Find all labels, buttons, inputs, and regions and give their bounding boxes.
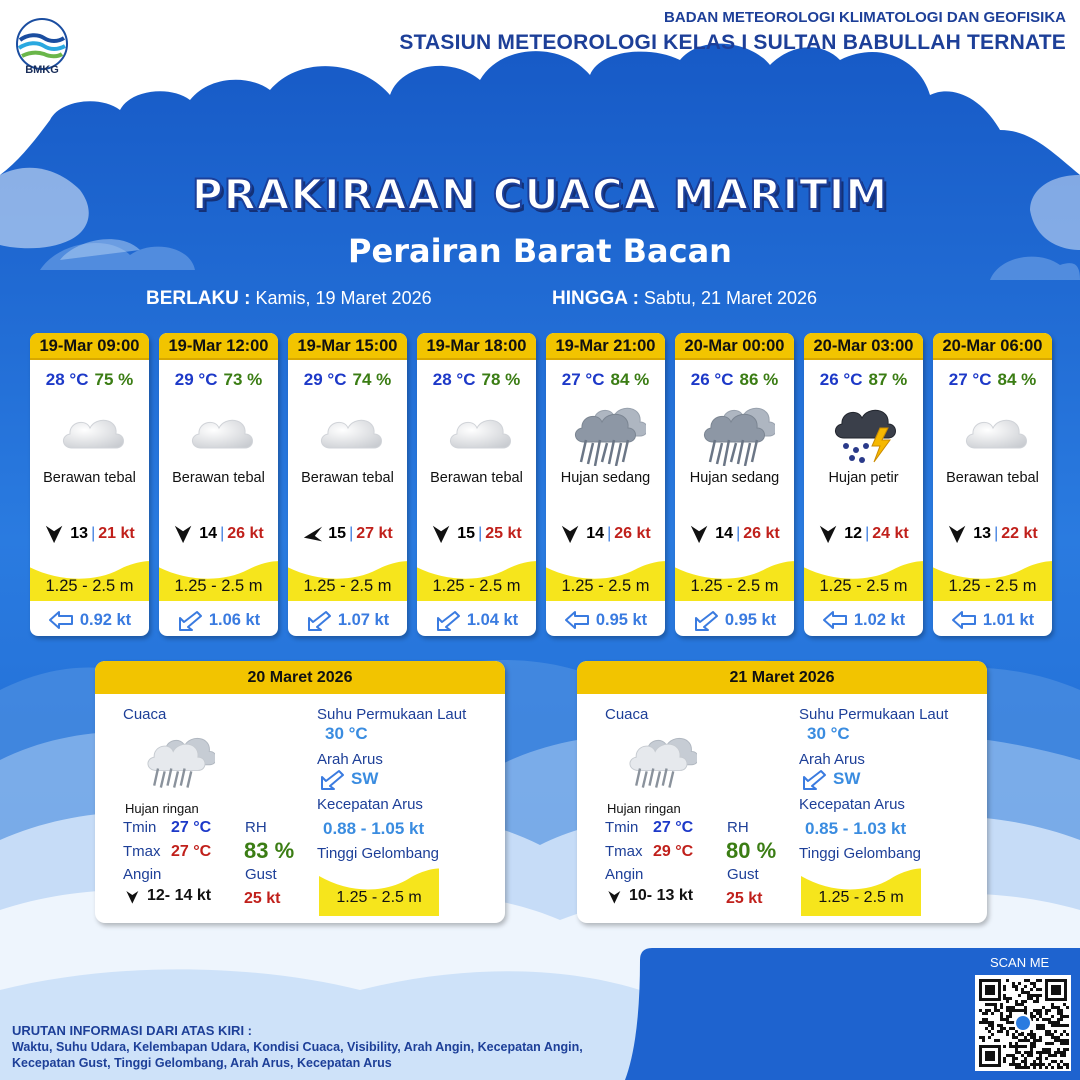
rain-cloud-icon [566, 396, 646, 466]
relative-humidity: 78 % [481, 370, 521, 389]
current-info [30, 609, 149, 631]
forecast-time: 20-Mar 03:00 [804, 333, 923, 360]
daily-summary-panel [577, 661, 987, 923]
weather-condition: Berawan tebal [301, 470, 394, 486]
gust-speed: 21 kt [98, 525, 135, 542]
rh-label: RH [727, 819, 749, 836]
current-info [159, 609, 278, 631]
wind-info: 12 | 24 kt [804, 523, 923, 545]
arrow-left-icon [951, 609, 977, 631]
gust-speed: 22 kt [1001, 525, 1038, 542]
arrow-left-icon [564, 609, 590, 631]
relative-humidity: 74 % [352, 370, 392, 389]
wave-height: 1.25 - 2.5 m [690, 577, 779, 595]
current-speed: 0.92 kt [79, 610, 132, 629]
gust-speed: 26 kt [614, 525, 651, 542]
tmin-value: 27 °C [653, 819, 694, 836]
sst-value: 30 °C [325, 724, 368, 743]
arrow-down-icon [431, 523, 453, 545]
wind-speed: 13 [70, 525, 89, 542]
weather-condition: Hujan ringan [607, 801, 681, 816]
weather-condition: Hujan sedang [560, 470, 651, 486]
forecast-card [288, 333, 407, 636]
sst-value: 30 °C [807, 724, 850, 743]
arrow-down-left-icon [319, 768, 345, 790]
temp-humidity [546, 370, 665, 390]
forecast-card [30, 333, 149, 636]
panel-date: 21 Maret 2026 [577, 661, 987, 694]
weather-label: Cuaca [605, 706, 649, 723]
air-temperature: 26 °C [819, 370, 863, 389]
tmax-label: Tmax [605, 843, 643, 860]
current-speed-value: 0.88 - 1.05 kt [323, 819, 425, 838]
weather-condition: Hujan sedang [689, 470, 780, 486]
wind-info: 15 | 27 kt [288, 523, 407, 545]
relative-humidity: 84 % [997, 370, 1037, 389]
wave-height: 1.25 - 2.5 m [303, 577, 392, 595]
current-info [546, 609, 665, 631]
current-speed: 1.06 kt [208, 610, 261, 629]
current-direction-value: SW [351, 769, 379, 788]
forecast-card [546, 333, 665, 636]
wind-speed: 14 [586, 525, 605, 542]
gust-speed: 26 kt [227, 525, 264, 542]
forecast-time: 19-Mar 18:00 [417, 333, 536, 360]
arrow-down-icon [947, 523, 969, 545]
station-name: STASIUN METEOROLOGI KELAS I SULTAN BABULLAH TERNATE [399, 31, 1066, 54]
forecast-card [804, 333, 923, 636]
wave-height-label: Tinggi Gelombang [799, 845, 922, 862]
wind-speed: 15 [328, 525, 347, 542]
relative-humidity: 84 % [610, 370, 650, 389]
arrow-down-icon [44, 523, 66, 545]
scan-me-label: SCAN ME [990, 955, 1050, 970]
current-speed-label: Kecepatan Arus [317, 796, 423, 813]
current-speed-label: Kecepatan Arus [799, 796, 905, 813]
air-temperature: 28 °C [432, 370, 476, 389]
wind-info: 15 | 25 kt [417, 523, 536, 545]
qr-code[interactable] [975, 975, 1071, 1071]
arrow-down-icon [607, 889, 623, 905]
current-speed: 0.95 kt [595, 610, 648, 629]
tmax-value: 27 °C [171, 843, 212, 860]
wind-label: Angin [123, 866, 162, 883]
arrow-down-icon [560, 523, 582, 545]
daily-summary-panel [95, 661, 505, 923]
light-rain-icon [139, 725, 215, 795]
info-title: URUTAN INFORMASI DARI ATAS KIRI : [12, 1023, 252, 1038]
arrow-left-icon [302, 523, 324, 545]
wind-info: 13 | 21 kt [30, 523, 149, 545]
rh-label: RH [245, 819, 267, 836]
valid-to-value: Sabtu, 21 Maret 2026 [643, 288, 818, 308]
relative-humidity: 75 % [94, 370, 134, 389]
relative-humidity: 73 % [223, 370, 263, 389]
gust-label: Gust [727, 866, 759, 883]
current-info [417, 609, 536, 631]
tmin-label: Tmin [123, 819, 157, 836]
forecast-card [417, 333, 536, 636]
arrow-down-icon [173, 523, 195, 545]
wind-info: 14 | 26 kt [159, 523, 278, 545]
rh-value: 83 % [244, 838, 295, 863]
gust-value: 25 kt [244, 890, 281, 907]
forecast-time: 19-Mar 21:00 [546, 333, 665, 360]
weather-condition: Berawan tebal [946, 470, 1039, 486]
rh-value: 80 % [726, 838, 777, 863]
valid-from-value: Kamis, 19 Maret 2026 [255, 288, 432, 308]
wind-speed: 12 [844, 525, 863, 542]
arrow-down-icon [125, 889, 141, 905]
relative-humidity: 86 % [739, 370, 779, 389]
arrow-down-left-icon [693, 609, 719, 631]
forecast-card [675, 333, 794, 636]
gust-value: 25 kt [726, 890, 763, 907]
page-subtitle: Perairan Barat Bacan [348, 232, 732, 270]
temp-humidity [159, 370, 278, 390]
gust-label: Gust [245, 866, 277, 883]
arrow-left-icon [822, 609, 848, 631]
arrow-down-left-icon [801, 768, 827, 790]
weather-condition: Berawan tebal [172, 470, 265, 486]
temp-humidity [675, 370, 794, 390]
wind-value: 12- 14 kt [147, 887, 212, 904]
weather-label: Cuaca [123, 706, 167, 723]
light-rain-icon [621, 725, 697, 795]
wave-height-value: 1.25 - 2.5 m [818, 889, 904, 906]
valid-to-label: HINGGA : [552, 288, 639, 309]
tmin-value: 27 °C [171, 819, 212, 836]
wave-height-label: Tinggi Gelombang [317, 845, 440, 862]
current-direction-value: SW [833, 769, 861, 788]
current-info [675, 609, 794, 631]
forecast-time: 19-Mar 09:00 [30, 333, 149, 360]
temp-humidity [288, 370, 407, 390]
arrow-down-icon [689, 523, 711, 545]
valid-to [552, 288, 817, 310]
forecast-card [159, 333, 278, 636]
current-speed: 1.07 kt [337, 610, 390, 629]
agency-name: BADAN METEOROLOGI KLIMATOLOGI DAN GEOFISIKA [664, 9, 1066, 26]
wind-value: 10- 13 kt [629, 887, 694, 904]
info-text: Waktu, Suhu Udara, Kelembapan Udara, Kondisi Cuaca, Visibility, Arah Angin, Kecepatan Angin, Kecepatan Gust, Tinggi Gelombang, Arah Arus, Kecepatan Arus [12, 1040, 583, 1070]
arrow-down-icon [818, 523, 840, 545]
air-temperature: 26 °C [690, 370, 734, 389]
temp-humidity [417, 370, 536, 390]
gust-speed: 24 kt [872, 525, 909, 542]
weather-condition: Berawan tebal [43, 470, 136, 486]
weather-condition: Hujan petir [828, 470, 899, 486]
air-temperature: 28 °C [45, 370, 89, 389]
wind-info: 13 | 22 kt [933, 523, 1052, 545]
temp-humidity [933, 370, 1052, 390]
wind-speed: 15 [457, 525, 476, 542]
temp-humidity [804, 370, 923, 390]
weather-condition: Berawan tebal [430, 470, 523, 486]
current-speed: 1.01 kt [982, 610, 1035, 629]
gust-speed: 27 kt [356, 525, 393, 542]
page-title: PRAKIRAAN CUACA MARITIM [191, 170, 889, 219]
arrow-down-left-icon [435, 609, 461, 631]
current-speed: 0.95 kt [724, 610, 777, 629]
wave-height: 1.25 - 2.5 m [948, 577, 1037, 595]
arrow-down-left-icon [177, 609, 203, 631]
tmin-label: Tmin [605, 819, 639, 836]
weather-condition: Hujan ringan [125, 801, 199, 816]
current-info [288, 609, 407, 631]
forecast-card [933, 333, 1052, 636]
air-temperature: 29 °C [303, 370, 347, 389]
arrow-left-icon [48, 609, 74, 631]
wave-height: 1.25 - 2.5 m [174, 577, 263, 595]
forecast-time: 19-Mar 15:00 [288, 333, 407, 360]
panel-date: 20 Maret 2026 [95, 661, 505, 694]
heavy-cloud-icon [308, 396, 388, 466]
arrow-down-left-icon [306, 609, 332, 631]
heavy-cloud-icon [437, 396, 517, 466]
logo-text: BMKG [25, 64, 59, 76]
heavy-cloud-icon [50, 396, 130, 466]
wind-speed: 14 [199, 525, 218, 542]
forecast-time: 20-Mar 00:00 [675, 333, 794, 360]
air-temperature: 29 °C [174, 370, 218, 389]
current-direction-label: Arah Arus [799, 751, 865, 768]
air-temperature: 27 °C [561, 370, 605, 389]
forecast-time: 19-Mar 12:00 [159, 333, 278, 360]
gust-speed: 25 kt [485, 525, 522, 542]
wind-info: 14 | 26 kt [675, 523, 794, 545]
valid-from [146, 288, 432, 310]
wind-info: 14 | 26 kt [546, 523, 665, 545]
relative-humidity: 87 % [868, 370, 908, 389]
wave-height: 1.25 - 2.5 m [819, 577, 908, 595]
current-speed-value: 0.85 - 1.03 kt [805, 819, 907, 838]
thunderstorm-icon [824, 396, 904, 466]
heavy-cloud-icon [179, 396, 259, 466]
rain-cloud-icon [695, 396, 775, 466]
wave-height: 1.25 - 2.5 m [45, 577, 134, 595]
wind-label: Angin [605, 866, 644, 883]
sst-label: Suhu Permukaan Laut [799, 706, 949, 723]
sst-label: Suhu Permukaan Laut [317, 706, 467, 723]
temp-humidity [30, 370, 149, 390]
current-info [804, 609, 923, 631]
tmax-label: Tmax [123, 843, 161, 860]
wave-height: 1.25 - 2.5 m [432, 577, 521, 595]
current-speed: 1.02 kt [853, 610, 906, 629]
wind-speed: 14 [715, 525, 734, 542]
wave-height-value: 1.25 - 2.5 m [336, 889, 422, 906]
wave-height: 1.25 - 2.5 m [561, 577, 650, 595]
current-speed: 1.04 kt [466, 610, 519, 629]
wind-speed: 13 [973, 525, 992, 542]
current-info [933, 609, 1052, 631]
forecast-time: 20-Mar 06:00 [933, 333, 1052, 360]
heavy-cloud-icon [953, 396, 1033, 466]
valid-from-label: BERLAKU : [146, 288, 251, 309]
tmax-value: 29 °C [653, 843, 694, 860]
air-temperature: 27 °C [948, 370, 992, 389]
current-direction-label: Arah Arus [317, 751, 383, 768]
gust-speed: 26 kt [743, 525, 780, 542]
